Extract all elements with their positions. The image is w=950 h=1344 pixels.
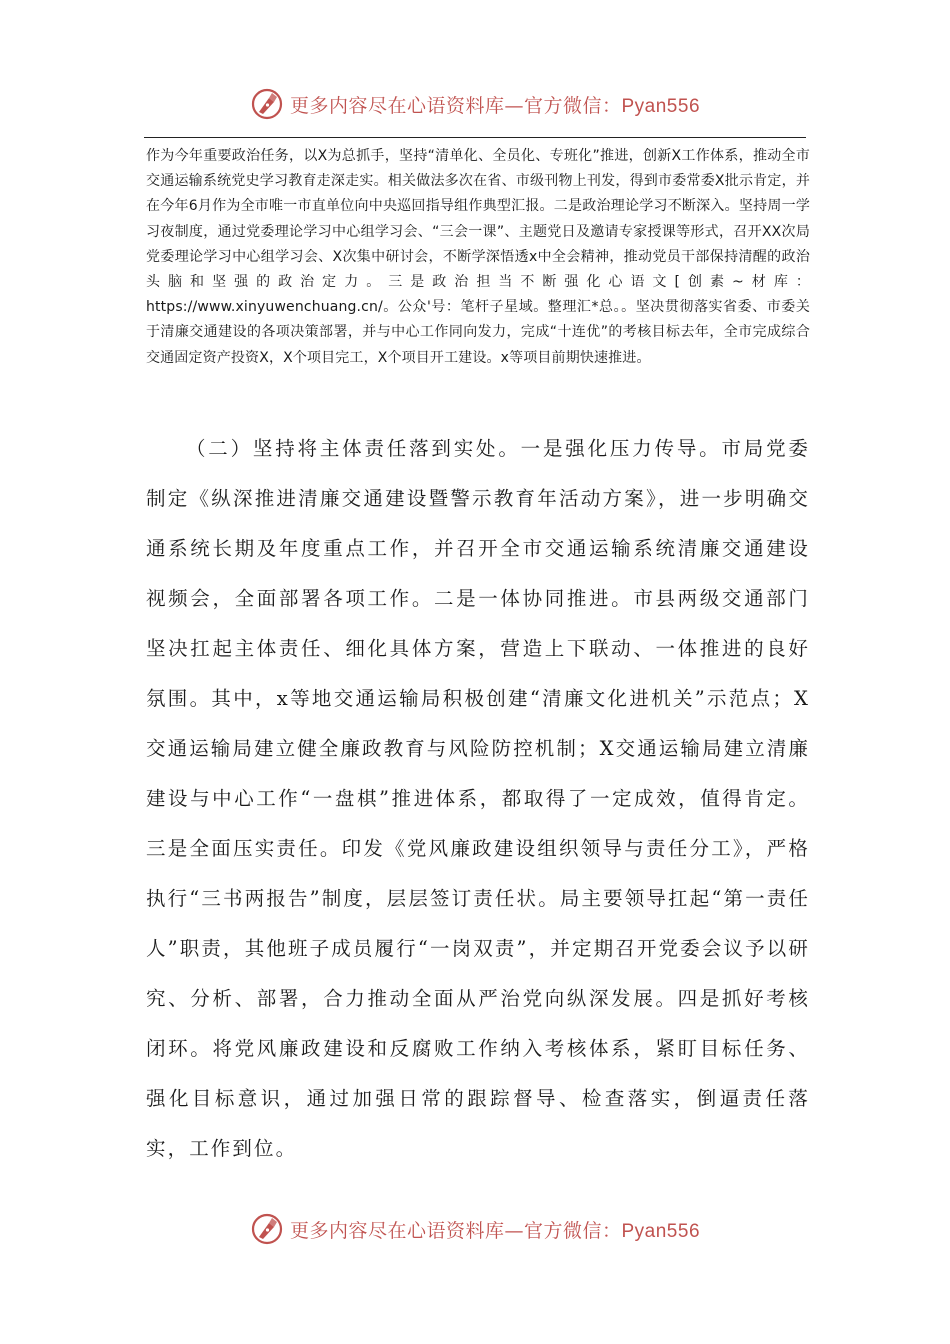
section-two-paragraph: （二）坚持将主体责任落到实处。一是强化压力传导。市局党委制定《纵深推进清廉交通建设暨警示教育年活动方案》，进一步明确交通系统长期及年度重点工作，并召开全市交通运输系统清廉交通建设视频会，全面部署各项工作。二是一体协同推进。市县两级交通部门坚决扛起主体责任、细化具体方案，营造上下联动、一体推进的良好氛围。其中，x等地交通运输局积极创建“清廉文化进机关”示范点；X交通运输局建立健全廉政教育与风险防控机制；X交通运输局建立清廉建设与中心工作“一盘棋”推进体系，都取得了一定成效，值得肯定。三是全面压实责任。印发《党风廉政建设组织领导与责任分工》，严格执行“三书两报告”制度，层层签订责任状。局主要领导扛起“第一责任人”职责，其他班子成员履行“一岗双责”，并定期召开党委会议予以研究、分析、部署，合力推动全面从严治党向纵深发展。四是抓好考核闭环。将党风廉政建设和反腐败工作纳入考核体系，紧盯目标任务、强化目标意识，通过加强日常的跟踪督导、检查落实，倒逼责任落实，工作到位。 xyxy=(146,437,810,1160)
header-banner-text xyxy=(290,91,700,118)
header-divider xyxy=(144,137,806,138)
header-banner-label: 更多内容尽在心语资料库—官方微信： xyxy=(289,94,622,117)
continued-paragraph: 作为今年重要政治任务，以X为总抓手，坚持“清单化、全员化、专班化”推进，创新X工作体系，推动全市交通运输系统党史学习教育走深走实。相关做法多次在省、市级刊物上刊发，得到市委常委X批示肯定，并在今年6月作为全市唯一市直单位向中央巡回指导组作典型汇报。二是政治理论学习不断深入。坚持周一学习夜制度，通过党委理论学习中心组学习会、“三会一课”、主题党日及邀请专家授课等形式，召开XX次局党委理论学习中心组学习会、X次集中研讨会，不断学深悟透x中全会精神，推动党员干部保持清醒的政治头脑和坚强的政治定力。三是政治担当不断强化心语文[创素~材库：https://www.xinyuwenchuang.cn/。公众'号：笔杆子星域。整理汇*总。。坚决贯彻落实省委、市委关于清廉交通建设的各项决策部署，并与中心工作同向发力，完成“十连优”的考核目标去年，全市完成综合交通固定资产投资X，X个项目完工，X个项目开工建设。x等项目前期快速推进。 xyxy=(146,148,810,366)
header-banner xyxy=(0,84,950,124)
pen-nib-logo-icon xyxy=(250,1212,284,1246)
pen-nib-logo-icon xyxy=(250,87,284,121)
header-wechat-id: Pyan556 xyxy=(621,95,701,117)
footer-banner-label: 更多内容尽在心语资料库—官方微信： xyxy=(289,1219,622,1242)
footer-wechat-id: Pyan556 xyxy=(621,1220,701,1242)
footer-banner-text xyxy=(290,1216,700,1243)
footer-banner xyxy=(0,1209,950,1249)
